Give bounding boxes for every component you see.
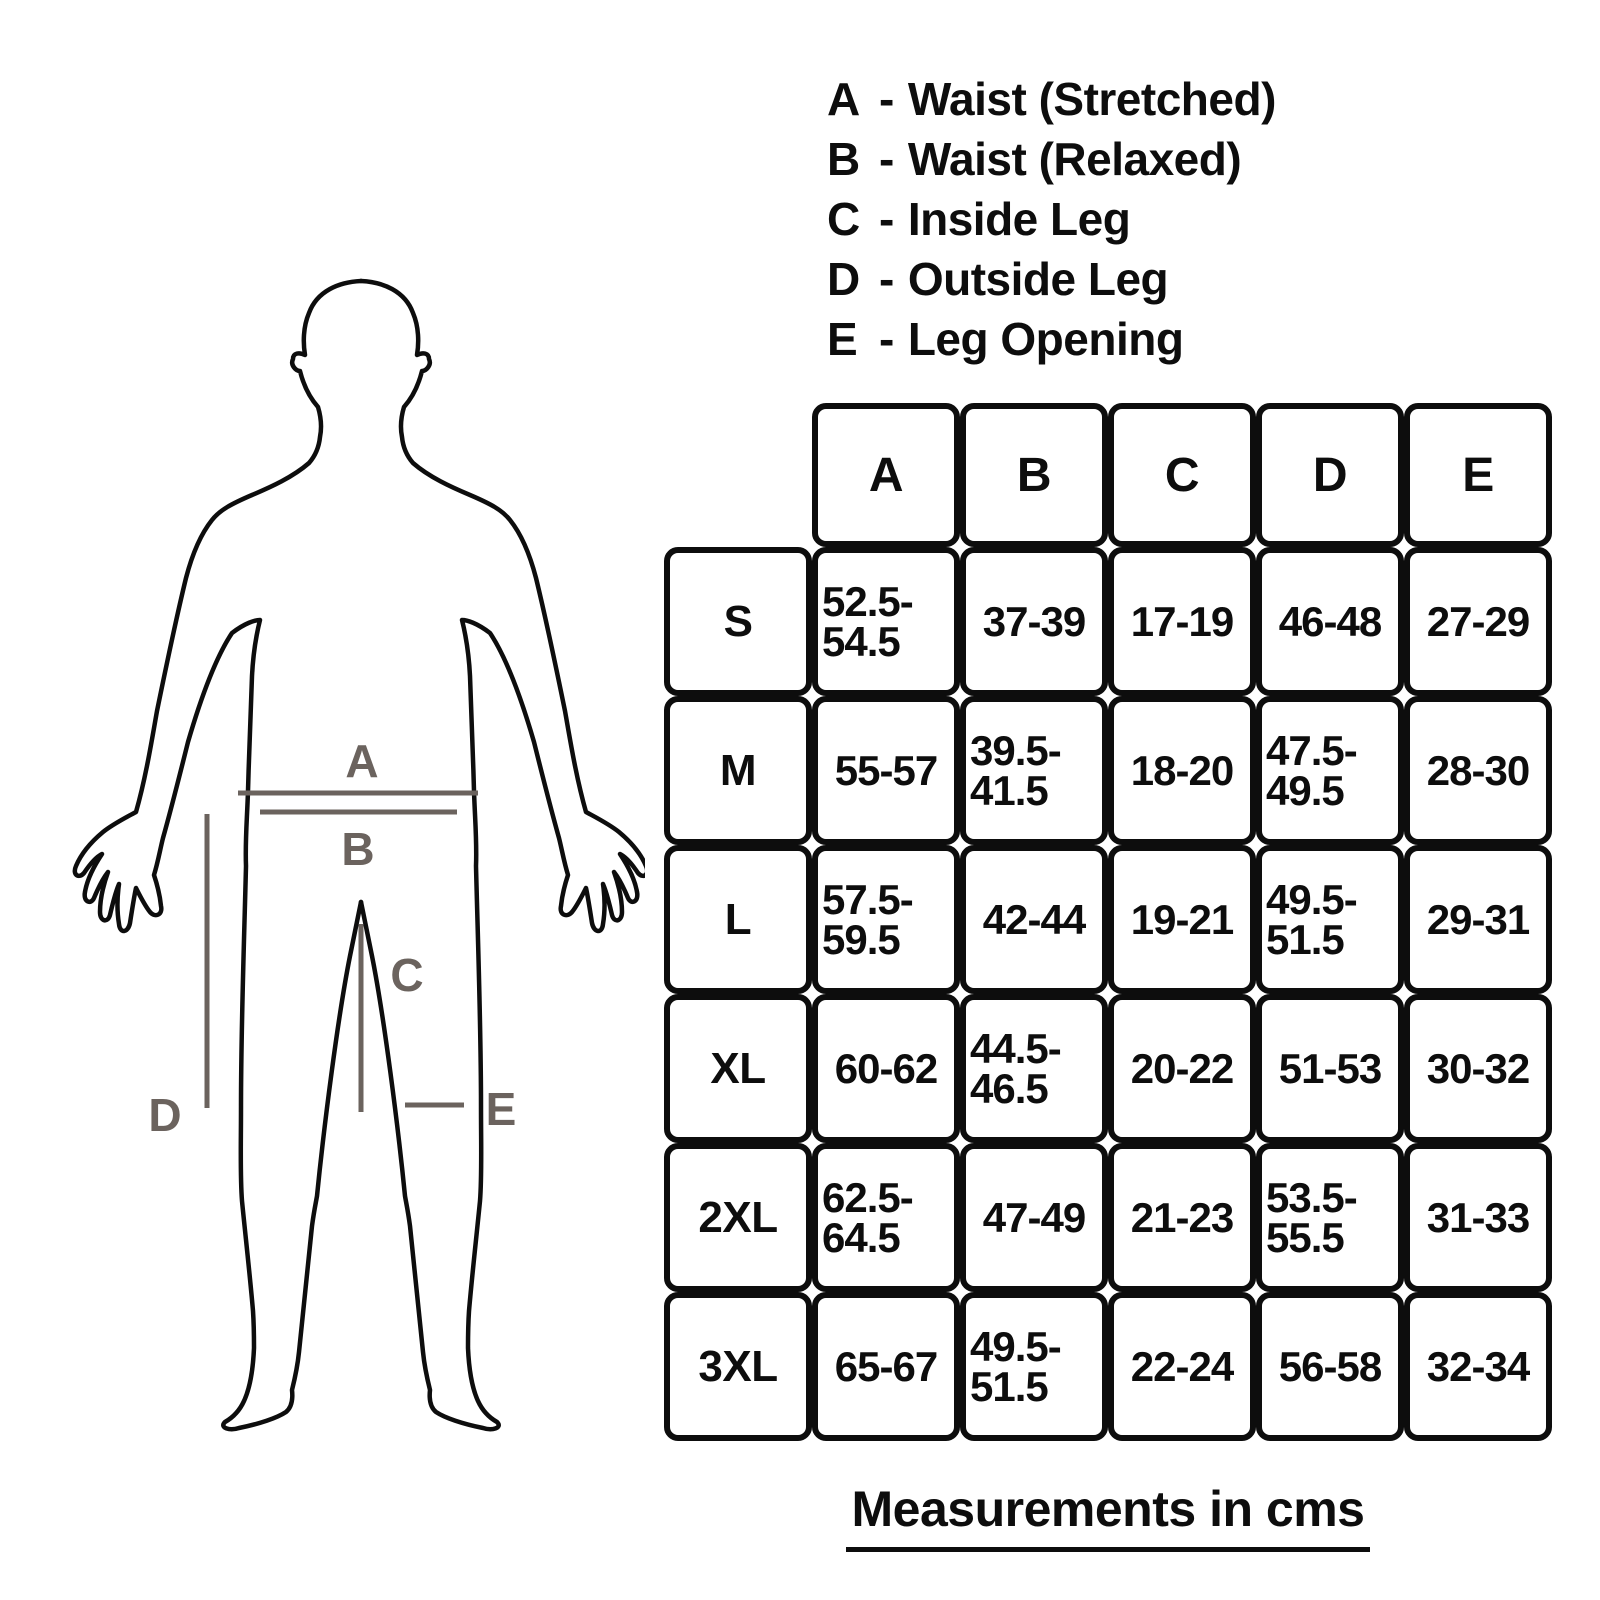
table-cell (1404, 1143, 1552, 1292)
legend-label: Waist (Stretched) (907, 73, 1276, 125)
units-caption-text: Measurements in cms (846, 1480, 1371, 1552)
table-cell (960, 547, 1108, 696)
cell-value: 49.5-51.5 (1266, 875, 1357, 963)
cell-value: 46-48 (1278, 597, 1382, 645)
cell-value: 57.5-59.5 (822, 875, 913, 963)
cell-value: 42-44 (982, 895, 1086, 943)
row-header-l: L (664, 845, 812, 994)
cell-value: 20-22 (1130, 1044, 1234, 1092)
table-cell (1256, 547, 1404, 696)
units-caption (664, 1480, 1552, 1552)
cell-value: 65-67 (834, 1342, 938, 1390)
cell-value: 52.5-54.5 (822, 577, 913, 665)
cell-value: 62.5-64.5 (822, 1173, 913, 1261)
cell-value: 44.5-46.5 (970, 1024, 1061, 1112)
table-cell (812, 696, 960, 845)
cell-value: 47.5-49.5 (1266, 726, 1357, 814)
cell-value: 53.5-55.5 (1266, 1173, 1357, 1261)
table-cell (960, 845, 1108, 994)
legend-key: B (827, 133, 860, 185)
marker-label-e: E (485, 1083, 517, 1135)
cell-value: 28-30 (1426, 746, 1530, 794)
legend-label: Leg Opening (907, 313, 1184, 365)
cell-value: 56-58 (1278, 1342, 1382, 1390)
table-cell (1404, 547, 1552, 696)
table-cell (1404, 696, 1552, 845)
marker-label-d: D (148, 1089, 182, 1141)
table-cell (1256, 696, 1404, 845)
marker-label-b: B (341, 823, 375, 875)
cell-value: 49.5-51.5 (970, 1322, 1061, 1410)
table-cell (960, 1292, 1108, 1441)
table-cell (1256, 994, 1404, 1143)
cell-value: 18-20 (1130, 746, 1234, 794)
table-cell (1108, 1143, 1256, 1292)
legend-key: E (827, 313, 858, 365)
legend-separator: - (879, 193, 894, 245)
table-cell (1404, 994, 1552, 1143)
cell-value: 60-62 (834, 1044, 938, 1092)
table-cell (1256, 1292, 1404, 1441)
cell-value: 51-53 (1278, 1044, 1382, 1092)
table-cell (1108, 696, 1256, 845)
table-cell (1404, 1292, 1552, 1441)
legend-separator: - (879, 253, 894, 305)
row-header-3xl: 3XL (664, 1292, 812, 1441)
table-cell (960, 696, 1108, 845)
table-cell (1404, 845, 1552, 994)
table-cell (1256, 1143, 1404, 1292)
marker-label-a: A (345, 735, 379, 787)
cell-value: 32-34 (1426, 1342, 1530, 1390)
legend-line-e (827, 312, 1276, 372)
cell-value: 30-32 (1426, 1044, 1530, 1092)
legend-line-d (827, 252, 1276, 312)
legend-label: Inside Leg (907, 193, 1131, 245)
table-cell (960, 994, 1108, 1143)
cell-value: 17-19 (1130, 597, 1234, 645)
column-header-a: A (812, 403, 960, 547)
column-header-b: B (960, 403, 1108, 547)
legend-line-a (827, 72, 1276, 132)
cell-value: 27-29 (1426, 597, 1530, 645)
column-header-c: C (1108, 403, 1256, 547)
legend-key: D (827, 253, 860, 305)
human-body-outline-diagram (55, 265, 645, 1435)
measurement-legend (827, 72, 1276, 372)
cell-value: 37-39 (982, 597, 1086, 645)
table-cell (1108, 994, 1256, 1143)
column-header-d: D (1256, 403, 1404, 547)
legend-line-b (827, 132, 1276, 192)
table-cell (1256, 845, 1404, 994)
legend-separator: - (879, 133, 894, 185)
cell-value: 55-57 (834, 746, 938, 794)
column-header-e: E (1404, 403, 1552, 547)
legend-separator: - (879, 73, 894, 125)
row-header-m: M (664, 696, 812, 845)
cell-value: 31-33 (1426, 1193, 1530, 1241)
table-cell (1108, 1292, 1256, 1441)
table-cell (1108, 845, 1256, 994)
size-measurement-table (664, 403, 1552, 1441)
legend-line-c (827, 192, 1276, 252)
cell-value: 47-49 (982, 1193, 1086, 1241)
table-cell (812, 1292, 960, 1441)
table-cell (812, 845, 960, 994)
table-cell (812, 547, 960, 696)
row-header-xl: XL (664, 994, 812, 1143)
cell-value: 19-21 (1130, 895, 1234, 943)
table-cell (1108, 547, 1256, 696)
cell-value: 29-31 (1426, 895, 1530, 943)
marker-label-c: C (390, 949, 424, 1001)
row-header-2xl: 2XL (664, 1143, 812, 1292)
table-cell (812, 994, 960, 1143)
legend-separator: - (879, 313, 894, 365)
table-corner-blank (664, 403, 812, 547)
cell-value: 39.5-41.5 (970, 726, 1061, 814)
cell-value: 22-24 (1130, 1342, 1234, 1390)
legend-label: Outside Leg (907, 253, 1169, 305)
row-header-s: S (664, 547, 812, 696)
legend-key: C (827, 193, 860, 245)
table-cell (812, 1143, 960, 1292)
legend-key: A (827, 73, 860, 125)
legend-label: Waist (Relaxed) (907, 133, 1242, 185)
table-cell (960, 1143, 1108, 1292)
cell-value: 21-23 (1130, 1193, 1234, 1241)
